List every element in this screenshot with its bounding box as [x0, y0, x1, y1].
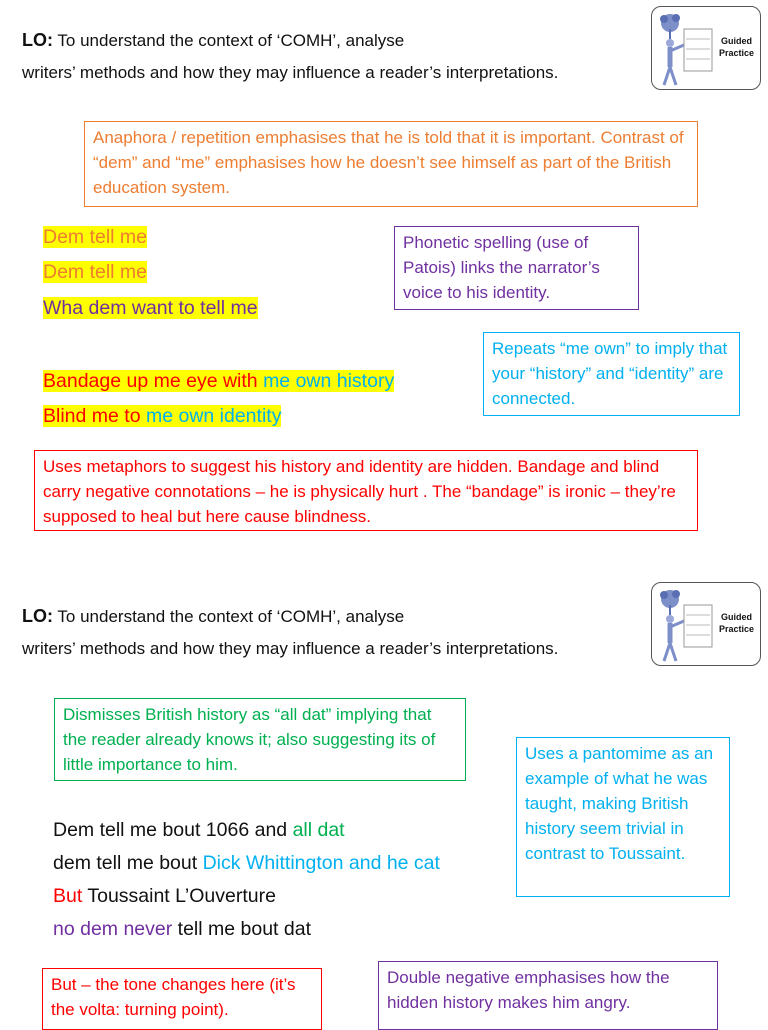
- poem-line-3: Wha dem want to tell me: [43, 297, 258, 319]
- poem2-line-1b: all dat: [292, 819, 345, 841]
- poem-line: [43, 294, 258, 322]
- metaphor-note: Uses metaphors to suggest his history and identity are hidden. Bandage and blind carry negative connotations – he is physically hurt . The “bandage” is ironic – they’re supposed to heal but here cause blindness.: [34, 450, 698, 531]
- poem2-line-4a: no dem never: [53, 918, 173, 940]
- badge-label: Guided Practice: [718, 612, 754, 634]
- poem-line: [43, 367, 394, 395]
- poem2-line-3a: But: [53, 885, 83, 907]
- lo-text-line2: writers’ methods and how they may influence a reader’s interpretations.: [22, 63, 559, 82]
- double-negative-note: Double negative emphasises how the hidden history makes him angry.: [378, 961, 718, 1030]
- poem-line: [53, 915, 311, 943]
- person-tree-icon: [654, 585, 714, 665]
- poem-line-5: Blind me to me own identity: [43, 405, 282, 427]
- poem-line: [43, 258, 147, 286]
- poem-line: [53, 882, 276, 910]
- learning-objective: [22, 600, 558, 665]
- guided-practice-badge: [651, 6, 761, 90]
- poem-line-1: Dem tell me: [43, 226, 148, 248]
- lo-text-line1: To understand the context of ‘COMH’, analyse: [57, 607, 405, 626]
- dismisses-note: Dismisses British history as “all dat” implying that the reader already knows it; also suggesting its of little importance to him.: [54, 698, 466, 781]
- person-tree-icon: [654, 9, 714, 89]
- poem2-line-1a: Dem tell me bout 1066 and: [53, 819, 293, 841]
- poem-line: [43, 223, 147, 251]
- poem2-line-2a: dem tell me bout: [53, 852, 203, 874]
- phonetic-note: Phonetic spelling (use of Patois) links the narrator’s voice to his identity.: [394, 226, 639, 310]
- poem2-line-3b: Toussaint L’Ouverture: [82, 885, 276, 907]
- lo-label: LO:: [22, 30, 53, 50]
- poem2-line-2b: Dick Whittington and he cat: [202, 852, 440, 874]
- lo-label: LO:: [22, 606, 53, 626]
- pantomime-note: Uses a pantomime as an example of what he was taught, making British history seem trivial in contrast to Toussaint.: [516, 737, 730, 897]
- lo-text-line1: To understand the context of ‘COMH’, analyse: [57, 31, 405, 50]
- learning-objective: [22, 24, 558, 89]
- poem-line: [53, 849, 440, 877]
- poem-line: [43, 402, 281, 430]
- poem2-line-4b: tell me bout dat: [172, 918, 311, 940]
- volta-note: But – the tone changes here (it’s the volta: turning point).: [42, 968, 322, 1030]
- guided-practice-badge: [651, 582, 761, 666]
- anaphora-note: Anaphora / repetition emphasises that he is told that it is important. Contrast of “dem” and “me” emphasises how he doesn’t see himself as part of the British education system.: [84, 121, 698, 207]
- repeats-note: Repeats “me own” to imply that your “history” and “identity” are connected.: [483, 332, 740, 416]
- badge-label: Guided Practice: [718, 36, 754, 58]
- poem-line: [53, 816, 345, 844]
- lo-text-line2: writers’ methods and how they may influence a reader’s interpretations.: [22, 639, 559, 658]
- poem-line-2: Dem tell me: [43, 261, 148, 283]
- poem-line-4: Bandage up me eye with me own history: [43, 370, 395, 392]
